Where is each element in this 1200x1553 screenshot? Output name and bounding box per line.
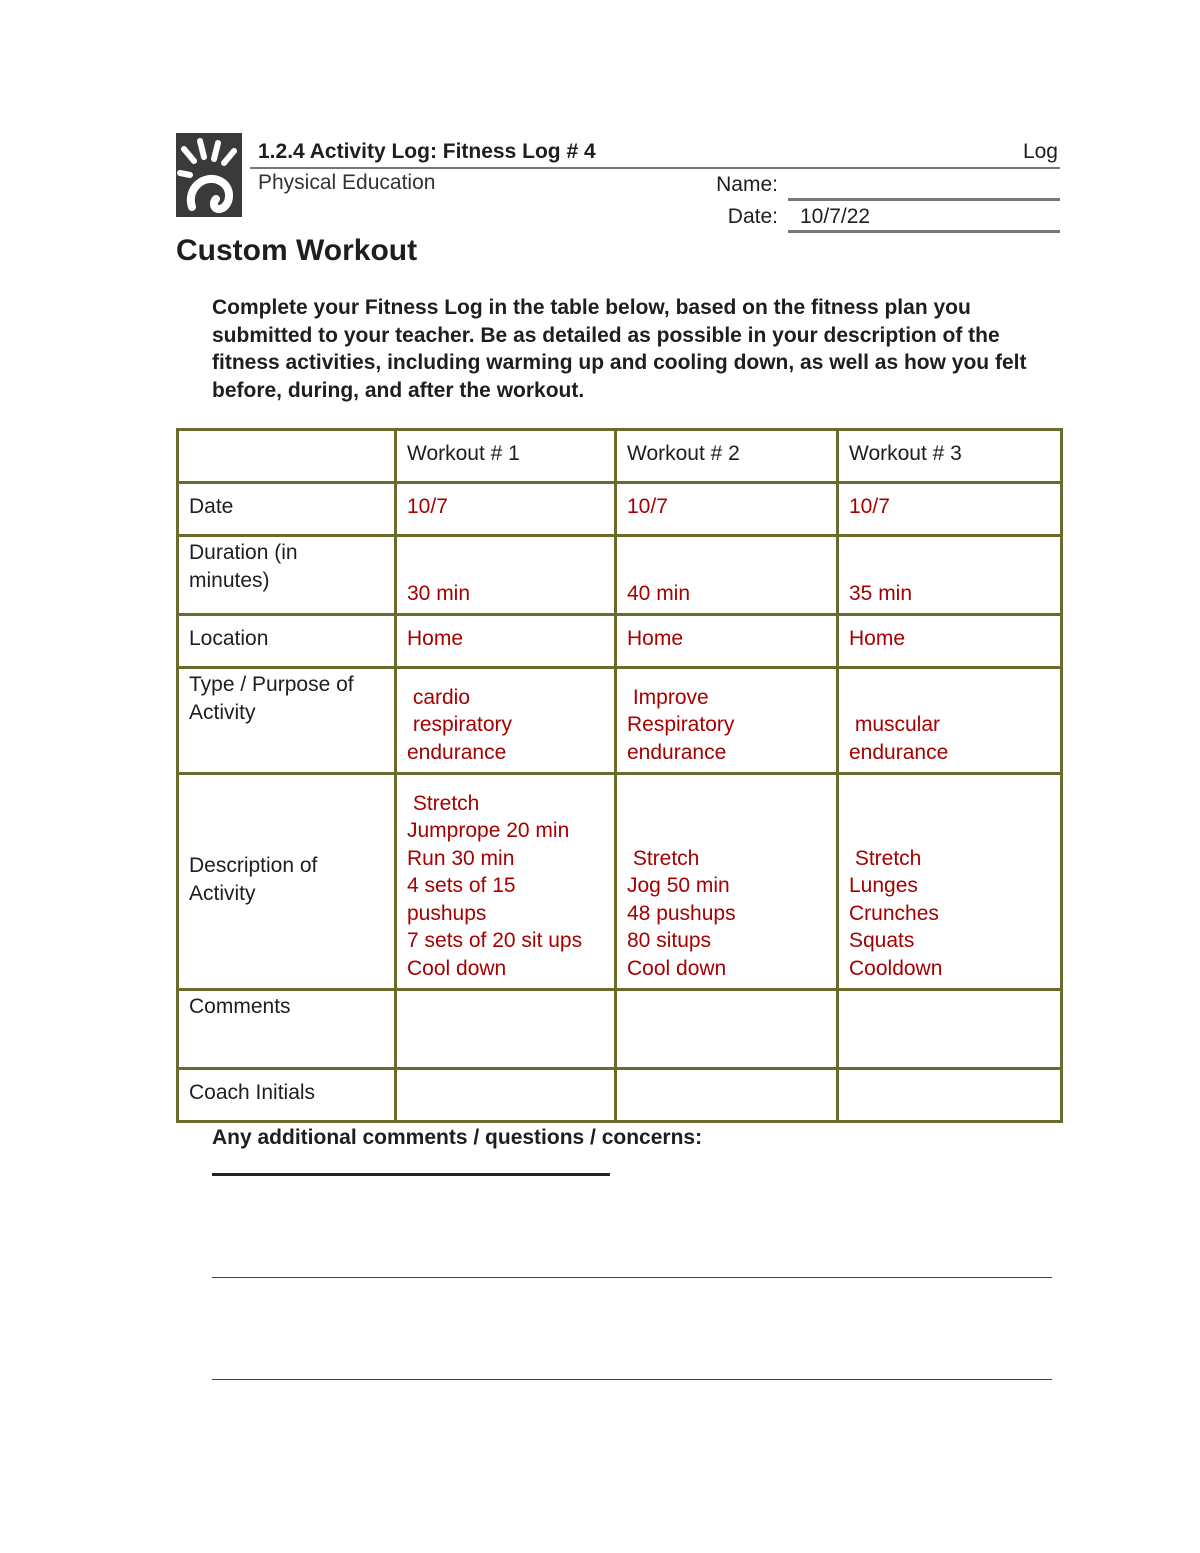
duration-cell[interactable]: 40 min	[616, 536, 838, 615]
answer-line[interactable]	[212, 1379, 1052, 1380]
label-line: minutes)	[189, 568, 270, 592]
description-cell[interactable]	[838, 774, 1062, 990]
entry-line: respiratory	[407, 713, 513, 736]
label-line: Activity	[189, 881, 256, 905]
date-label: Date:	[727, 205, 778, 228]
comments-cell[interactable]	[396, 990, 616, 1069]
entry-line: 48 pushups	[627, 901, 736, 925]
location-cell[interactable]: Home	[838, 615, 1062, 668]
entry-line: Squats	[849, 929, 915, 952]
page-title: Custom Workout	[176, 234, 418, 267]
column-header: Workout # 3	[838, 430, 1062, 483]
entry-line: 4 sets of 15	[407, 874, 516, 897]
date-underline	[788, 230, 1060, 233]
type-cell[interactable]	[396, 668, 616, 774]
school-logo	[176, 133, 242, 217]
entry-line: endurance	[407, 740, 507, 764]
instructions-paragraph: Complete your Fitness Log in the table below, based on the fitness plan you submitted to your teacher. Be as detailed as possible in your description of the fitness activities, including warming up and cooling down, as well as how you felt before, during, and after the workout.	[212, 296, 1027, 402]
type-cell[interactable]	[838, 668, 1062, 774]
column-header: Workout # 2	[616, 430, 838, 483]
duration-cell[interactable]: 30 min	[396, 536, 616, 615]
coach-initials-cell[interactable]	[396, 1069, 616, 1122]
label-line: Description of	[189, 854, 318, 877]
description-cell[interactable]	[396, 774, 616, 990]
entry-line: Cool down	[407, 956, 507, 980]
table-row	[178, 1069, 1062, 1122]
entry-line: endurance	[627, 740, 727, 764]
row-label-type	[178, 668, 396, 774]
label-line: Type / Purpose of	[189, 673, 354, 696]
table-row	[178, 774, 1062, 990]
entry-line: Cool down	[627, 956, 727, 980]
table-row	[178, 536, 1062, 615]
entry-line: endurance	[849, 740, 949, 764]
duration-cell[interactable]: 35 min	[838, 536, 1062, 615]
description-cell[interactable]	[616, 774, 838, 990]
subject-label: Physical Education	[258, 171, 436, 194]
table-row	[178, 483, 1062, 536]
row-label-duration	[178, 536, 396, 615]
row-label-coach-initials: Coach Initials	[178, 1069, 396, 1122]
entry-line: Cooldown	[849, 956, 943, 980]
row-label-location: Location	[178, 615, 396, 668]
course-title: 1.2.4 Activity Log: Fitness Log # 4	[258, 140, 596, 163]
coach-initials-cell[interactable]	[616, 1069, 838, 1122]
entry-line: Run 30 min	[407, 846, 515, 870]
fitness-log-table	[176, 428, 1063, 1123]
label-line: Duration (in	[189, 541, 298, 564]
coach-initials-cell[interactable]	[838, 1069, 1062, 1122]
table-header-row	[178, 430, 1062, 483]
entry-line: Improve	[627, 685, 709, 709]
column-header: Workout # 1	[396, 430, 616, 483]
entry-line: Jumprope 20 min	[407, 819, 570, 842]
date-cell[interactable]: 10/7	[616, 483, 838, 536]
entry-line: muscular	[849, 713, 941, 736]
comments-cell[interactable]	[838, 990, 1062, 1069]
entry-line: Lunges	[849, 874, 918, 897]
document-type: Log	[1022, 140, 1058, 163]
location-cell[interactable]: Home	[396, 615, 616, 668]
type-cell[interactable]	[616, 668, 838, 774]
label-line: Activity	[189, 700, 256, 724]
additional-comments-label: Any additional comments / questions / concerns:	[212, 1126, 703, 1149]
table-row	[178, 668, 1062, 774]
date-cell[interactable]: 10/7	[838, 483, 1062, 536]
row-label-description	[178, 774, 396, 990]
entry-line: Jog 50 min	[627, 874, 730, 897]
comments-cell[interactable]	[616, 990, 838, 1069]
date-field[interactable]: 10/7/22	[800, 205, 871, 228]
location-cell[interactable]: Home	[616, 615, 838, 668]
entry-line: 80 situps	[627, 929, 712, 952]
row-label-date: Date	[178, 483, 396, 536]
answer-line[interactable]	[212, 1173, 610, 1176]
answer-line[interactable]	[212, 1277, 1052, 1278]
entry-line: Stretch	[627, 846, 700, 870]
entry-line: Crunches	[849, 901, 939, 925]
entry-line: 7 sets of 20 sit ups	[407, 929, 583, 952]
entry-line: Respiratory	[627, 713, 735, 736]
row-label-comments: Comments	[178, 990, 396, 1069]
table-row	[178, 990, 1062, 1069]
entry-line: Stretch	[849, 846, 922, 870]
date-cell[interactable]: 10/7	[396, 483, 616, 536]
entry-line: cardio	[407, 685, 471, 709]
corner-cell	[178, 430, 396, 483]
header-rule	[250, 167, 1060, 169]
name-label: Name:	[716, 173, 778, 196]
entry-line: pushups	[407, 901, 487, 925]
name-underline	[788, 198, 1060, 201]
table-row	[178, 615, 1062, 668]
entry-line: Stretch	[407, 791, 480, 815]
